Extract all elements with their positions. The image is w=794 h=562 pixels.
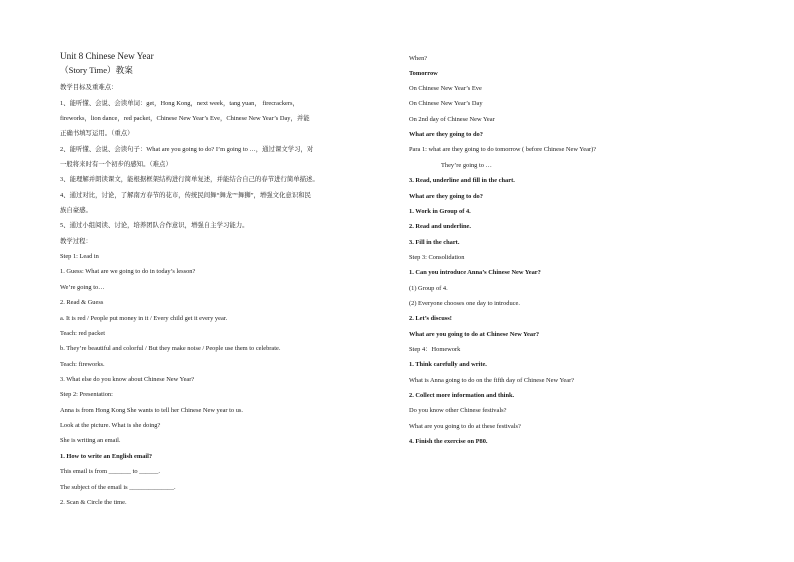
- text-line: 4、通过对比，讨论，了解南方春节的花市，传统民间舞“舞龙”“舞狮”，增强文化意识和民: [60, 192, 311, 199]
- text-line: 1. Guess: What are we going to do in today’s lesson?: [60, 268, 196, 275]
- step-heading: Step 2: Presentation:: [60, 391, 113, 398]
- text-line: We’re going to…: [60, 284, 105, 291]
- text-line: (1) Group of 4.: [409, 285, 448, 292]
- step-heading: Step 4：Homework: [409, 346, 461, 353]
- step-heading: Step 1: Lead in: [60, 253, 99, 260]
- bold-line: 2. Let’s discuss!: [409, 315, 452, 322]
- text-line: 3. What else do you know about Chinese New Year?: [60, 376, 195, 383]
- text-line: They’re going to …: [441, 162, 492, 169]
- text-line: 1、能听懂、会说、会读单词：get，Hong Kong，next week，tang yuan， firecrackers，: [60, 100, 299, 107]
- text-line: (2) Everyone chooses one day to introduce.: [409, 300, 520, 307]
- text-line: On 2nd day of Chinese New Year: [409, 116, 495, 123]
- text-line: 一般将来时有一个初步的感知。（难点）: [60, 161, 172, 168]
- document-title: Unit 8 Chinese New Year: [60, 51, 154, 61]
- text-line: Look at the picture. What is she doing?: [60, 422, 161, 429]
- text-line: 2、能听懂、会说、会读句子：What are you going to do? I’m going to …，通过课文学习，对: [60, 146, 314, 153]
- bold-line: 3. Read, underline and fill in the chart.: [409, 177, 515, 184]
- bold-line: 1. Can you introduce Anna’s Chinese New Year?: [409, 269, 541, 276]
- text-line: 2. Scan & Circle the time.: [60, 499, 127, 506]
- document-subtitle: （Story Time）教案: [60, 65, 133, 75]
- text-line: Para 1: what are they going to do tomorrow ( before Chinese New Year)?: [409, 146, 597, 153]
- text-line: Teach: fireworks.: [60, 361, 105, 368]
- text-line: b. They’re beautiful and colorful / But they make noise / People use them to celebrate.: [60, 345, 281, 352]
- bold-line: What are they going to do?: [409, 131, 483, 138]
- text-line: 5、通过小组阅读、讨论，培养团队合作意识，增强自主学习能力。: [60, 222, 249, 229]
- bold-line: 1. Think carefully and write.: [409, 361, 487, 368]
- process-heading: 教学过程：: [60, 238, 92, 245]
- bold-line: Tomorrow: [409, 70, 438, 77]
- text-line: 3、能理解并朗读课文，能根据框架结构进行简单复述，并能结合自己的春节进行简单描述。: [60, 176, 319, 183]
- text-line: 2. Read & Guess: [60, 299, 104, 306]
- text-line: She is writing an email.: [60, 437, 121, 444]
- text-line: Do you know other Chinese festivals?: [409, 407, 507, 414]
- step-heading: Step 3: Consolidation: [409, 254, 465, 261]
- bold-line: What are they going to do?: [409, 193, 483, 200]
- bold-line: 1. How to write an English email?: [60, 453, 153, 460]
- text-line: This email is from _______ to ______.: [60, 468, 160, 475]
- text-line: Anna is from Hong Kong She wants to tell her Chinese New year to us.: [60, 407, 243, 414]
- bold-line: 2. Read and underline.: [409, 223, 471, 230]
- bold-line: 4. Finish the exercise on P80.: [409, 438, 488, 445]
- text-line: What are you going to do at these festivals?: [409, 423, 521, 430]
- text-line: What is Anna going to do on the fifth day of Chinese New Year?: [409, 377, 575, 384]
- text-line: The subject of the email is ______________.: [60, 484, 176, 491]
- bold-line: 1. Work in Group of 4.: [409, 208, 471, 215]
- objectives-heading: 教学目标及重难点：: [60, 84, 118, 91]
- text-line: a. It is red / People put money in it / Every child get it every year.: [60, 315, 228, 322]
- bold-line: 3. Fill in the chart.: [409, 239, 460, 246]
- text-line: Teach: red packet: [60, 330, 105, 337]
- text-line: On Chinese New Year’s Day: [409, 100, 483, 107]
- bold-line: 2. Collect more information and think.: [409, 392, 515, 399]
- text-line: 族自豪感。: [60, 207, 92, 214]
- bold-line: What are you going to do at Chinese New Year?: [409, 331, 540, 338]
- text-line: 正确书填写运用。（重点）: [60, 130, 134, 137]
- text-line: On Chinese New Year’s Eve: [409, 85, 482, 92]
- text-line: fireworks，lion dance，red packet，Chinese New Year’s Eve，Chinese New Year’s Day，并能: [60, 115, 310, 122]
- text-line: When?: [409, 55, 428, 62]
